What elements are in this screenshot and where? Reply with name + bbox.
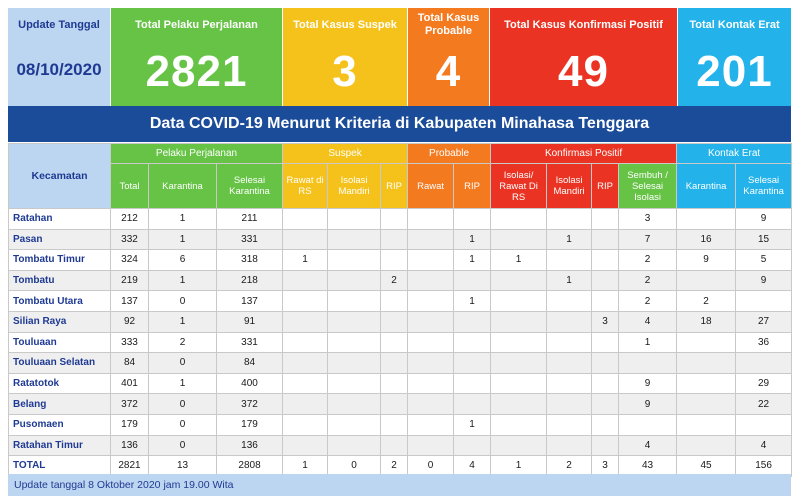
table-cell: 2 <box>149 332 217 353</box>
table-cell: 2808 <box>217 456 283 477</box>
table-cell <box>547 311 592 332</box>
table-cell: 4 <box>619 311 677 332</box>
table-cell: 136 <box>111 435 149 456</box>
table-cell: 29 <box>736 373 792 394</box>
table-cell: 1 <box>547 229 592 250</box>
table-cell: 84 <box>111 353 149 374</box>
table-cell <box>491 270 547 291</box>
group-pelaku-perjalanan: Pelaku Perjalanan <box>111 144 283 164</box>
table-cell: 1 <box>454 414 491 435</box>
table-cell <box>283 291 328 312</box>
table-cell: 1 <box>454 291 491 312</box>
table-cell: 1 <box>454 250 491 271</box>
table-cell <box>408 373 454 394</box>
table-row <box>9 394 792 415</box>
table-cell <box>381 250 408 271</box>
table-cell <box>491 373 547 394</box>
group-probable: Probable <box>408 144 491 164</box>
table-row <box>9 270 792 291</box>
kecamatan-name: Tombatu Timur <box>9 250 111 271</box>
table-cell <box>491 291 547 312</box>
table-cell: 1 <box>619 332 677 353</box>
table-cell: 400 <box>217 373 283 394</box>
table-cell <box>677 353 736 374</box>
table-cell: 9 <box>736 209 792 230</box>
summary-cards <box>8 8 791 106</box>
table-cell <box>381 209 408 230</box>
table-cell: 4 <box>619 435 677 456</box>
table-cell <box>736 414 792 435</box>
table-cell <box>454 373 491 394</box>
table-cell: 15 <box>736 229 792 250</box>
table-cell <box>408 229 454 250</box>
table-cell <box>283 209 328 230</box>
table-cell: 331 <box>217 229 283 250</box>
table-cell: 1 <box>149 311 217 332</box>
table-cell <box>491 311 547 332</box>
table-cell: 1 <box>149 209 217 230</box>
table-cell <box>454 270 491 291</box>
table-cell <box>491 332 547 353</box>
table-cell <box>677 270 736 291</box>
col-kontak-selesai-karantina: Selesai Karantina <box>736 164 792 209</box>
table-cell <box>408 435 454 456</box>
total-konfirmasi-card <box>490 8 678 106</box>
kecamatan-name: Touluaan <box>9 332 111 353</box>
kecamatan-name: Pasan <box>9 229 111 250</box>
col-rawat: Rawat <box>408 164 454 209</box>
table-cell <box>592 353 619 374</box>
table-cell <box>381 435 408 456</box>
table-cell <box>381 311 408 332</box>
covid-data-table <box>8 143 792 477</box>
table-cell <box>381 394 408 415</box>
table-cell: 2 <box>677 291 736 312</box>
table-cell <box>408 270 454 291</box>
kecamatan-name: Ratahan Timur <box>9 435 111 456</box>
table-cell <box>381 332 408 353</box>
table-cell <box>592 229 619 250</box>
table-cell <box>454 332 491 353</box>
table-cell: 2 <box>547 456 592 477</box>
table-cell: 9 <box>619 373 677 394</box>
kecamatan-name: TOTAL <box>9 456 111 477</box>
table-cell <box>328 229 381 250</box>
table-cell <box>381 414 408 435</box>
kecamatan-name: Ratatotok <box>9 373 111 394</box>
table-title: Data COVID-19 Menurut Kriteria di Kabupaten Minahasa Tenggara <box>8 106 791 142</box>
update-footer: Update tanggal 8 Oktober 2020 jam 19.00 Wita <box>8 474 791 496</box>
col-konfirmasi-isolasi-mandiri: Isolasi Mandiri <box>547 164 592 209</box>
table-cell: 318 <box>217 250 283 271</box>
table-cell <box>592 270 619 291</box>
table-cell <box>283 311 328 332</box>
table-cell: 1 <box>149 373 217 394</box>
total-suspek-value: 3 <box>332 47 358 96</box>
update-label: Update Tanggal <box>18 18 100 31</box>
table-cell: 156 <box>736 456 792 477</box>
table-row <box>9 332 792 353</box>
table-cell: 7 <box>619 229 677 250</box>
table-cell <box>283 394 328 415</box>
table-cell: 13 <box>149 456 217 477</box>
table-cell <box>677 373 736 394</box>
table-row <box>9 250 792 271</box>
group-kontak-erat: Kontak Erat <box>677 144 792 164</box>
table-cell <box>454 209 491 230</box>
table-cell <box>547 250 592 271</box>
table-cell <box>328 311 381 332</box>
group-suspek: Suspek <box>283 144 408 164</box>
col-karantina: Karantina <box>149 164 217 209</box>
table-cell <box>283 229 328 250</box>
table-cell: 92 <box>111 311 149 332</box>
table-cell <box>381 291 408 312</box>
table-cell <box>283 373 328 394</box>
table-cell: 0 <box>408 456 454 477</box>
table-cell: 1 <box>283 456 328 477</box>
col-rawat-di-rs: Rawat di RS <box>283 164 328 209</box>
table-row <box>9 373 792 394</box>
col-total: Total <box>111 164 149 209</box>
table-cell: 179 <box>111 414 149 435</box>
table-cell <box>454 435 491 456</box>
table-cell <box>736 291 792 312</box>
table-cell: 4 <box>454 456 491 477</box>
table-cell <box>619 414 677 435</box>
col-konfirmasi-rip: RIP <box>592 164 619 209</box>
table-cell: 1 <box>454 229 491 250</box>
table-cell <box>408 250 454 271</box>
table-cell: 179 <box>217 414 283 435</box>
total-suspek-label: Total Kasus Suspek <box>293 18 397 31</box>
total-pelaku-label: Total Pelaku Perjalanan <box>135 18 258 31</box>
table-cell: 2 <box>619 250 677 271</box>
table-cell: 2 <box>381 270 408 291</box>
table-cell <box>491 209 547 230</box>
table-cell: 137 <box>217 291 283 312</box>
table-cell <box>592 250 619 271</box>
table-cell <box>547 394 592 415</box>
table-row <box>9 229 792 250</box>
table-cell <box>491 414 547 435</box>
table-cell: 372 <box>111 394 149 415</box>
table-cell: 84 <box>217 353 283 374</box>
table-cell <box>592 435 619 456</box>
table-cell: 1 <box>283 250 328 271</box>
table-cell <box>547 373 592 394</box>
table-cell: 2 <box>619 270 677 291</box>
table-cell: 137 <box>111 291 149 312</box>
table-body <box>9 209 792 477</box>
table-cell: 3 <box>592 311 619 332</box>
update-card <box>8 8 111 106</box>
col-suspek-rip: RIP <box>381 164 408 209</box>
table-cell <box>677 394 736 415</box>
table-cell <box>592 414 619 435</box>
table-cell <box>283 414 328 435</box>
table-cell: 91 <box>217 311 283 332</box>
total-probable-value: 4 <box>435 47 462 96</box>
total-kontak-value: 201 <box>696 47 773 96</box>
table-cell: 212 <box>111 209 149 230</box>
table-cell: 1 <box>149 270 217 291</box>
table-row <box>9 435 792 456</box>
table-cell: 372 <box>217 394 283 415</box>
kecamatan-name: Pusomaen <box>9 414 111 435</box>
table-cell: 1 <box>547 270 592 291</box>
table-cell: 3 <box>592 456 619 477</box>
table-cell: 0 <box>149 291 217 312</box>
table-cell <box>408 394 454 415</box>
table-cell: 136 <box>217 435 283 456</box>
table-cell <box>592 291 619 312</box>
table-cell <box>491 435 547 456</box>
table-cell: 6 <box>149 250 217 271</box>
table-cell <box>328 250 381 271</box>
table-cell: 45 <box>677 456 736 477</box>
table-cell: 4 <box>736 435 792 456</box>
table-cell <box>454 394 491 415</box>
table-cell: 0 <box>328 456 381 477</box>
table-row <box>9 311 792 332</box>
kecamatan-name: Touluaan Selatan <box>9 353 111 374</box>
table-cell <box>677 332 736 353</box>
table-cell: 0 <box>149 353 217 374</box>
total-suspek-card <box>283 8 408 106</box>
table-cell <box>677 435 736 456</box>
table-cell <box>736 353 792 374</box>
table-cell <box>491 229 547 250</box>
table-cell <box>328 270 381 291</box>
table-row <box>9 209 792 230</box>
table-cell <box>619 353 677 374</box>
col-sembuh: Sembuh / Selesai Isolasi <box>619 164 677 209</box>
table-cell <box>547 414 592 435</box>
table-cell: 331 <box>217 332 283 353</box>
kecamatan-name: Belang <box>9 394 111 415</box>
table-cell: 3 <box>619 209 677 230</box>
table-cell <box>454 353 491 374</box>
table-cell: 211 <box>217 209 283 230</box>
table-cell <box>547 209 592 230</box>
total-kontak-card <box>678 8 791 106</box>
table-cell <box>592 332 619 353</box>
table-cell: 16 <box>677 229 736 250</box>
table-cell <box>381 353 408 374</box>
table-cell <box>408 311 454 332</box>
total-konfirmasi-label: Total Kasus Konfirmasi Positif <box>504 18 663 31</box>
table-cell <box>328 291 381 312</box>
total-probable-card <box>408 8 490 106</box>
total-probable-label: Total Kasus Probable <box>417 12 480 37</box>
table-cell: 9 <box>619 394 677 415</box>
table-cell: 5 <box>736 250 792 271</box>
table-cell <box>328 414 381 435</box>
table-cell: 2 <box>381 456 408 477</box>
table-cell: 9 <box>736 270 792 291</box>
table-cell <box>408 353 454 374</box>
kecamatan-header: Kecamatan <box>9 144 111 209</box>
table-cell <box>283 435 328 456</box>
table-cell <box>408 332 454 353</box>
table-cell: 36 <box>736 332 792 353</box>
table-cell <box>328 394 381 415</box>
table-cell: 1 <box>149 229 217 250</box>
table-cell: 0 <box>149 414 217 435</box>
col-isolasi-rawat-rs: Isolasi/ Rawat Di RS <box>491 164 547 209</box>
total-pelaku-card <box>111 8 283 106</box>
table-cell: 43 <box>619 456 677 477</box>
table-cell: 27 <box>736 311 792 332</box>
group-konfirmasi-positif: Konfirmasi Positif <box>491 144 677 164</box>
table-cell <box>547 332 592 353</box>
col-isolasi-mandiri: Isolasi Mandiri <box>328 164 381 209</box>
table-cell: 219 <box>111 270 149 291</box>
table-cell: 333 <box>111 332 149 353</box>
table-cell <box>592 394 619 415</box>
table-cell: 1 <box>491 456 547 477</box>
table-cell <box>283 270 328 291</box>
table-cell <box>491 394 547 415</box>
table-cell <box>454 311 491 332</box>
table-cell <box>677 414 736 435</box>
table-cell: 2821 <box>111 456 149 477</box>
table-cell <box>328 332 381 353</box>
table-cell: 9 <box>677 250 736 271</box>
table-cell <box>592 373 619 394</box>
kecamatan-name: Silian Raya <box>9 311 111 332</box>
table-cell <box>408 291 454 312</box>
table-cell <box>547 291 592 312</box>
table-cell: 324 <box>111 250 149 271</box>
table-cell: 22 <box>736 394 792 415</box>
table-cell <box>381 229 408 250</box>
table-cell <box>547 353 592 374</box>
total-pelaku-value: 2821 <box>145 47 248 96</box>
table-cell: 18 <box>677 311 736 332</box>
table-cell <box>677 209 736 230</box>
col-probable-rip: RIP <box>454 164 491 209</box>
table-cell <box>328 373 381 394</box>
table-row <box>9 414 792 435</box>
table-cell <box>592 209 619 230</box>
table-cell: 0 <box>149 435 217 456</box>
table-cell <box>408 414 454 435</box>
table-cell <box>491 353 547 374</box>
table-cell: 401 <box>111 373 149 394</box>
table-cell <box>547 435 592 456</box>
table-row <box>9 291 792 312</box>
col-kontak-karantina: Karantina <box>677 164 736 209</box>
total-konfirmasi-value: 49 <box>558 47 609 96</box>
table-cell <box>381 373 408 394</box>
table-cell: 0 <box>149 394 217 415</box>
kecamatan-name: Tombatu Utara <box>9 291 111 312</box>
table-cell <box>408 209 454 230</box>
table-cell: 1 <box>491 250 547 271</box>
total-kontak-label: Total Kontak Erat <box>689 18 780 31</box>
table-row <box>9 353 792 374</box>
table-cell <box>328 435 381 456</box>
table-cell: 2 <box>619 291 677 312</box>
kecamatan-name: Tombatu <box>9 270 111 291</box>
col-selesai-karantina: Selesai Karantina <box>217 164 283 209</box>
table-cell: 218 <box>217 270 283 291</box>
update-date: 08/10/2020 <box>16 60 102 79</box>
table-cell <box>283 332 328 353</box>
table-cell <box>328 353 381 374</box>
table-cell <box>328 209 381 230</box>
table-cell <box>283 353 328 374</box>
table-cell: 332 <box>111 229 149 250</box>
kecamatan-name: Ratahan <box>9 209 111 230</box>
